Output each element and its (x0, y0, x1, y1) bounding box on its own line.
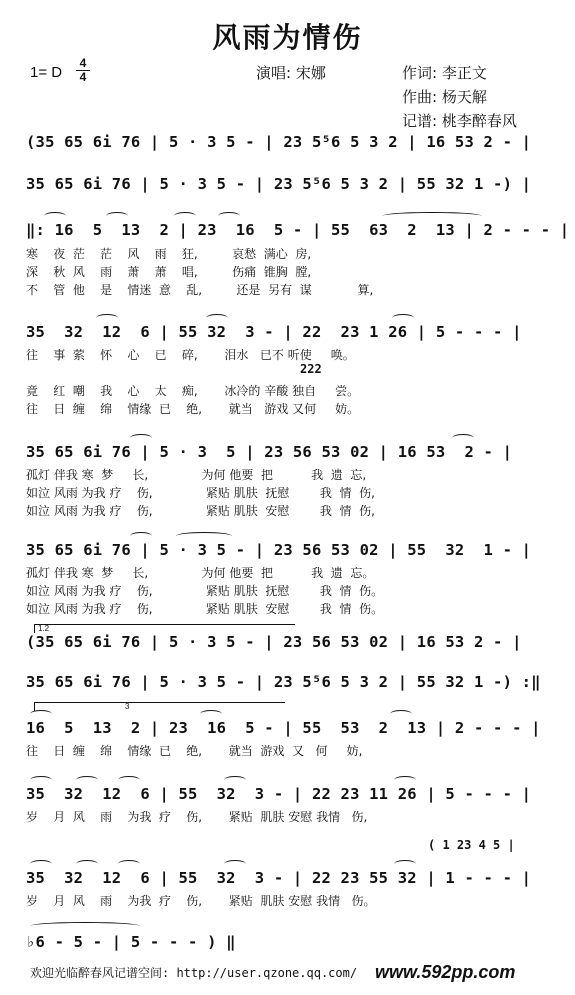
composer-credit: 作曲: 杨天解 (402, 88, 487, 106)
ornament-notes: 222 (300, 362, 322, 376)
lyric-line: 如泣 风雨 为我 疗 伤, 紧贴 肌肤 抚慰 我 情 伤。 (26, 584, 384, 598)
lyric-line: 往 事 萦 怀 心 已 碎, 泪水 已不 听使 唤。 (26, 348, 355, 362)
lyric-line: 往 日 缠 绵 情缘 已 绝, 就当 游戏 又何 妨。 (26, 402, 360, 416)
notes: 35 32 12 6 | 55 32 3 - | 22 23 11 26 | 5 - - - | (26, 785, 532, 803)
notes: 35 65 6i 76 | 5 · 3 5 - | 23 56 53 02 | 55 32 1 - | (26, 541, 532, 559)
notes: 35 32 12 6 | 55 32 3 - | 22 23 55 32 | 1 - - - | (26, 869, 532, 887)
score-line-6 (26, 538, 556, 562)
lyricist-credit: 作词: 李正文 (402, 64, 487, 82)
score-line-2 (26, 172, 556, 196)
notes: 35 32 12 6 | 55 32 3 - | 22 23 1 26 | 5 - - - | (26, 323, 522, 341)
lyric-line: 孤灯 伴我 寒 梦 长, 为何 他要 把 我 遗 忘, (26, 468, 367, 482)
lyric-line: 往 日 缠 绵 情缘 已 绝, 就当 游戏 又 何 妨, (26, 744, 363, 758)
score-line-12 (26, 930, 556, 954)
slur (30, 922, 140, 930)
score-line-8 (26, 670, 556, 694)
transcriber-credit: 记谱: 桃李醉春风 (402, 112, 517, 130)
score-line-9 (26, 716, 556, 740)
time-signature (76, 58, 90, 83)
volta-bracket-3: 3 (34, 702, 285, 711)
notes: ♭6 - 5 - | 5 - - - ) ‖ (26, 933, 236, 951)
lyric-line: 寒 夜 茫 茫 风 雨 狂, 哀愁 满心 房, (26, 247, 312, 261)
lyric-line: 深 秋 风 雨 萧 萧 唱, 伤痛 锥胸 膛, (26, 265, 312, 279)
lyric-line: 如泣 风雨 为我 疗 伤, 紧贴 肌肤 抚慰 我 情 伤, (26, 486, 375, 500)
lyric-line: 竟 红 嘲 我 心 太 痴, 冰冷的 辛酸 独自 尝。 (26, 384, 360, 398)
lyric-line: 如泣 风雨 为我 疗 伤, 紧贴 肌肤 安慰 我 情 伤。 (26, 602, 384, 616)
notes: (35 65 6i 76 | 5 · 3 5 - | 23 5⁵6 5 3 2 | 16 53 2 - | (26, 133, 532, 151)
ending-run-notes: ( 1 23 4 5 | (428, 838, 515, 852)
footer-note: 欢迎光临醉春风记谱空间: http://user.qzone.qq.com/ (30, 966, 358, 980)
time-signature-top: 4 (79, 56, 87, 70)
lyric-line: 孤灯 伴我 寒 梦 长, 为何 他要 把 我 遗 忘。 (26, 566, 375, 580)
notes: 35 65 6i 76 | 5 · 3 5 - | 23 5⁵6 5 3 2 | 55 32 1 -) | (26, 175, 532, 193)
notes: (35 65 6i 76 | 5 · 3 5 - | 23 56 53 02 | 16 53 2 - | (26, 633, 522, 651)
key-signature: 1= D (30, 64, 63, 81)
time-signature-bottom: 4 (79, 70, 87, 84)
score-line-7 (26, 630, 556, 654)
notes: ‖: 16 5 13 2 | 23 16 5 - | 55 63 2 13 | 2 - - - | (26, 221, 570, 239)
lyric-line: 如泣 风雨 为我 疗 伤, 紧贴 肌肤 安慰 我 情 伤, (26, 504, 375, 518)
singer-credit: 演唱: 宋娜 (256, 64, 326, 82)
lyric-line: 岁 月 风 雨 为我 疗 伤, 紧贴 肌肤 安慰 我情 伤。 (26, 894, 376, 908)
score-line-11 (26, 866, 556, 890)
site-logo: www.592pp.com (375, 962, 516, 982)
lyric-line: 不 管 他 是 情迷 意 乱, 还是 另有 谋 算, (26, 283, 374, 297)
notes: 35 65 6i 76 | 5 · 3 5 - | 23 5⁵6 5 3 2 | 55 32 1 -) :‖ (26, 673, 541, 691)
lyric-line: 岁 月 风 雨 为我 疗 伤, 紧贴 肌肤 安慰 我情 伤, (26, 810, 368, 824)
song-title: 风雨为情伤 (212, 21, 363, 54)
volta-bracket-1-2: 1.2 (34, 624, 295, 633)
score-line-4 (26, 320, 556, 344)
score-line-10 (26, 782, 556, 806)
score-line-3 (26, 218, 570, 242)
notes: 35 65 6i 76 | 5 · 3 5 | 23 56 53 02 | 16 53 2 - | (26, 443, 513, 461)
score-line-5 (26, 440, 556, 464)
score-line-1 (26, 130, 556, 154)
notes: 16 5 13 2 | 23 16 5 - | 55 53 2 13 | 2 - - - | (26, 719, 541, 737)
